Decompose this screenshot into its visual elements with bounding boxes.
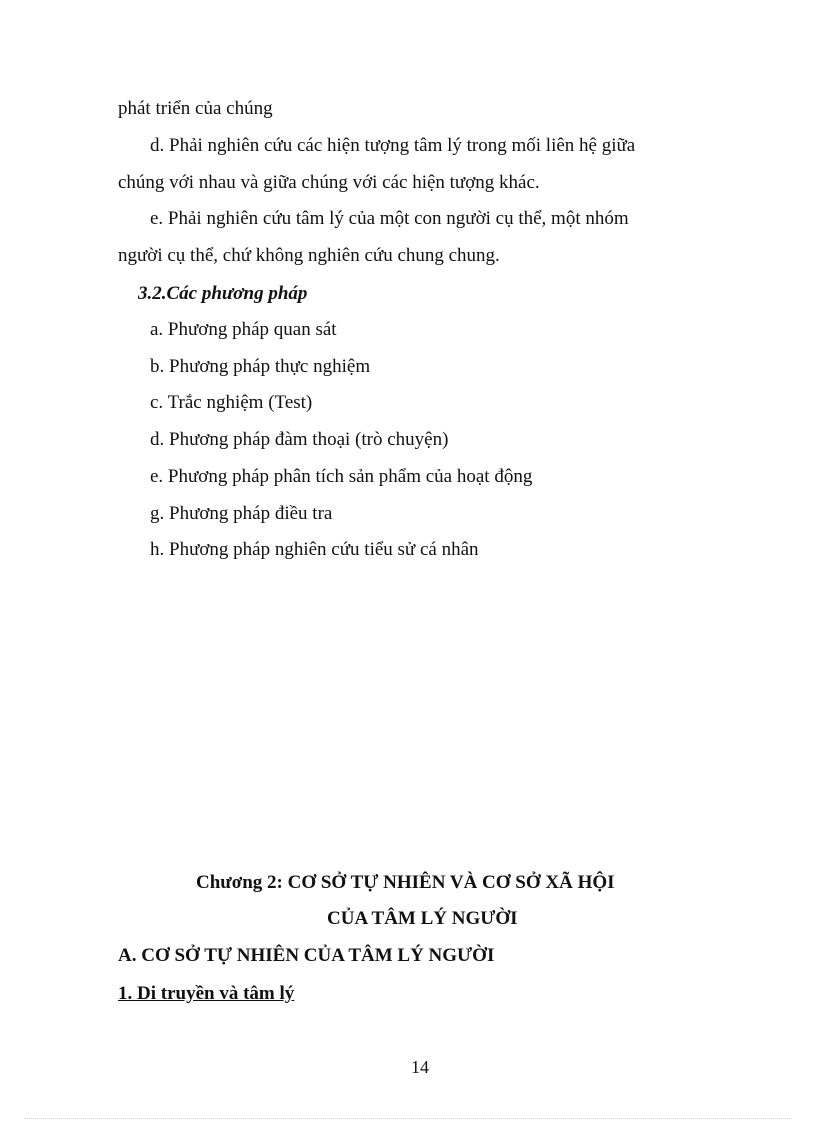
chapter-title: Chương 2: CƠ SỞ TỰ NHIÊN VÀ CƠ SỞ XÃ HỘI [196, 872, 615, 893]
method-item: a. Phương pháp quan sát [150, 319, 337, 340]
method-item: b. Phương pháp thực nghiệm [150, 356, 371, 377]
subsection-heading: 1. Di truyền và tâm lý [118, 983, 295, 1004]
method-item: h. Phương pháp nghiên cứu tiểu sử cá nhân [150, 539, 479, 560]
paragraph-line: d. Phải nghiên cứu các hiện tượng tâm lý trong mối liên hệ giữa [150, 135, 636, 156]
method-item: e. Phương pháp phân tích sản phẩm của hoạt động [150, 466, 533, 487]
paragraph-line: e. Phải nghiên cứu tâm lý của một con người cụ thể, một nhóm [150, 208, 629, 229]
page-number: 14 [411, 1057, 429, 1077]
method-item: d. Phương pháp đàm thoại (trò chuyện) [150, 429, 449, 450]
page-bottom-divider [24, 1118, 792, 1119]
part-heading: A. CƠ SỞ TỰ NHIÊN CỦA TÂM LÝ NGƯỜI [118, 945, 495, 966]
method-item: c. Trắc nghiệm (Test) [150, 392, 313, 413]
paragraph-line: người cụ thể, chứ không nghiên cứu chung chung. [118, 245, 500, 266]
paragraph-line: chúng với nhau và giữa chúng với các hiện tượng khác. [118, 172, 540, 193]
paragraph-line: phát triển của chúng [118, 98, 273, 119]
section-heading: 3.2.Các phương pháp [138, 283, 308, 304]
method-item: g. Phương pháp điều tra [150, 503, 333, 524]
chapter-title-line2: CỦA TÂM LÝ NGƯỜI [327, 908, 518, 929]
